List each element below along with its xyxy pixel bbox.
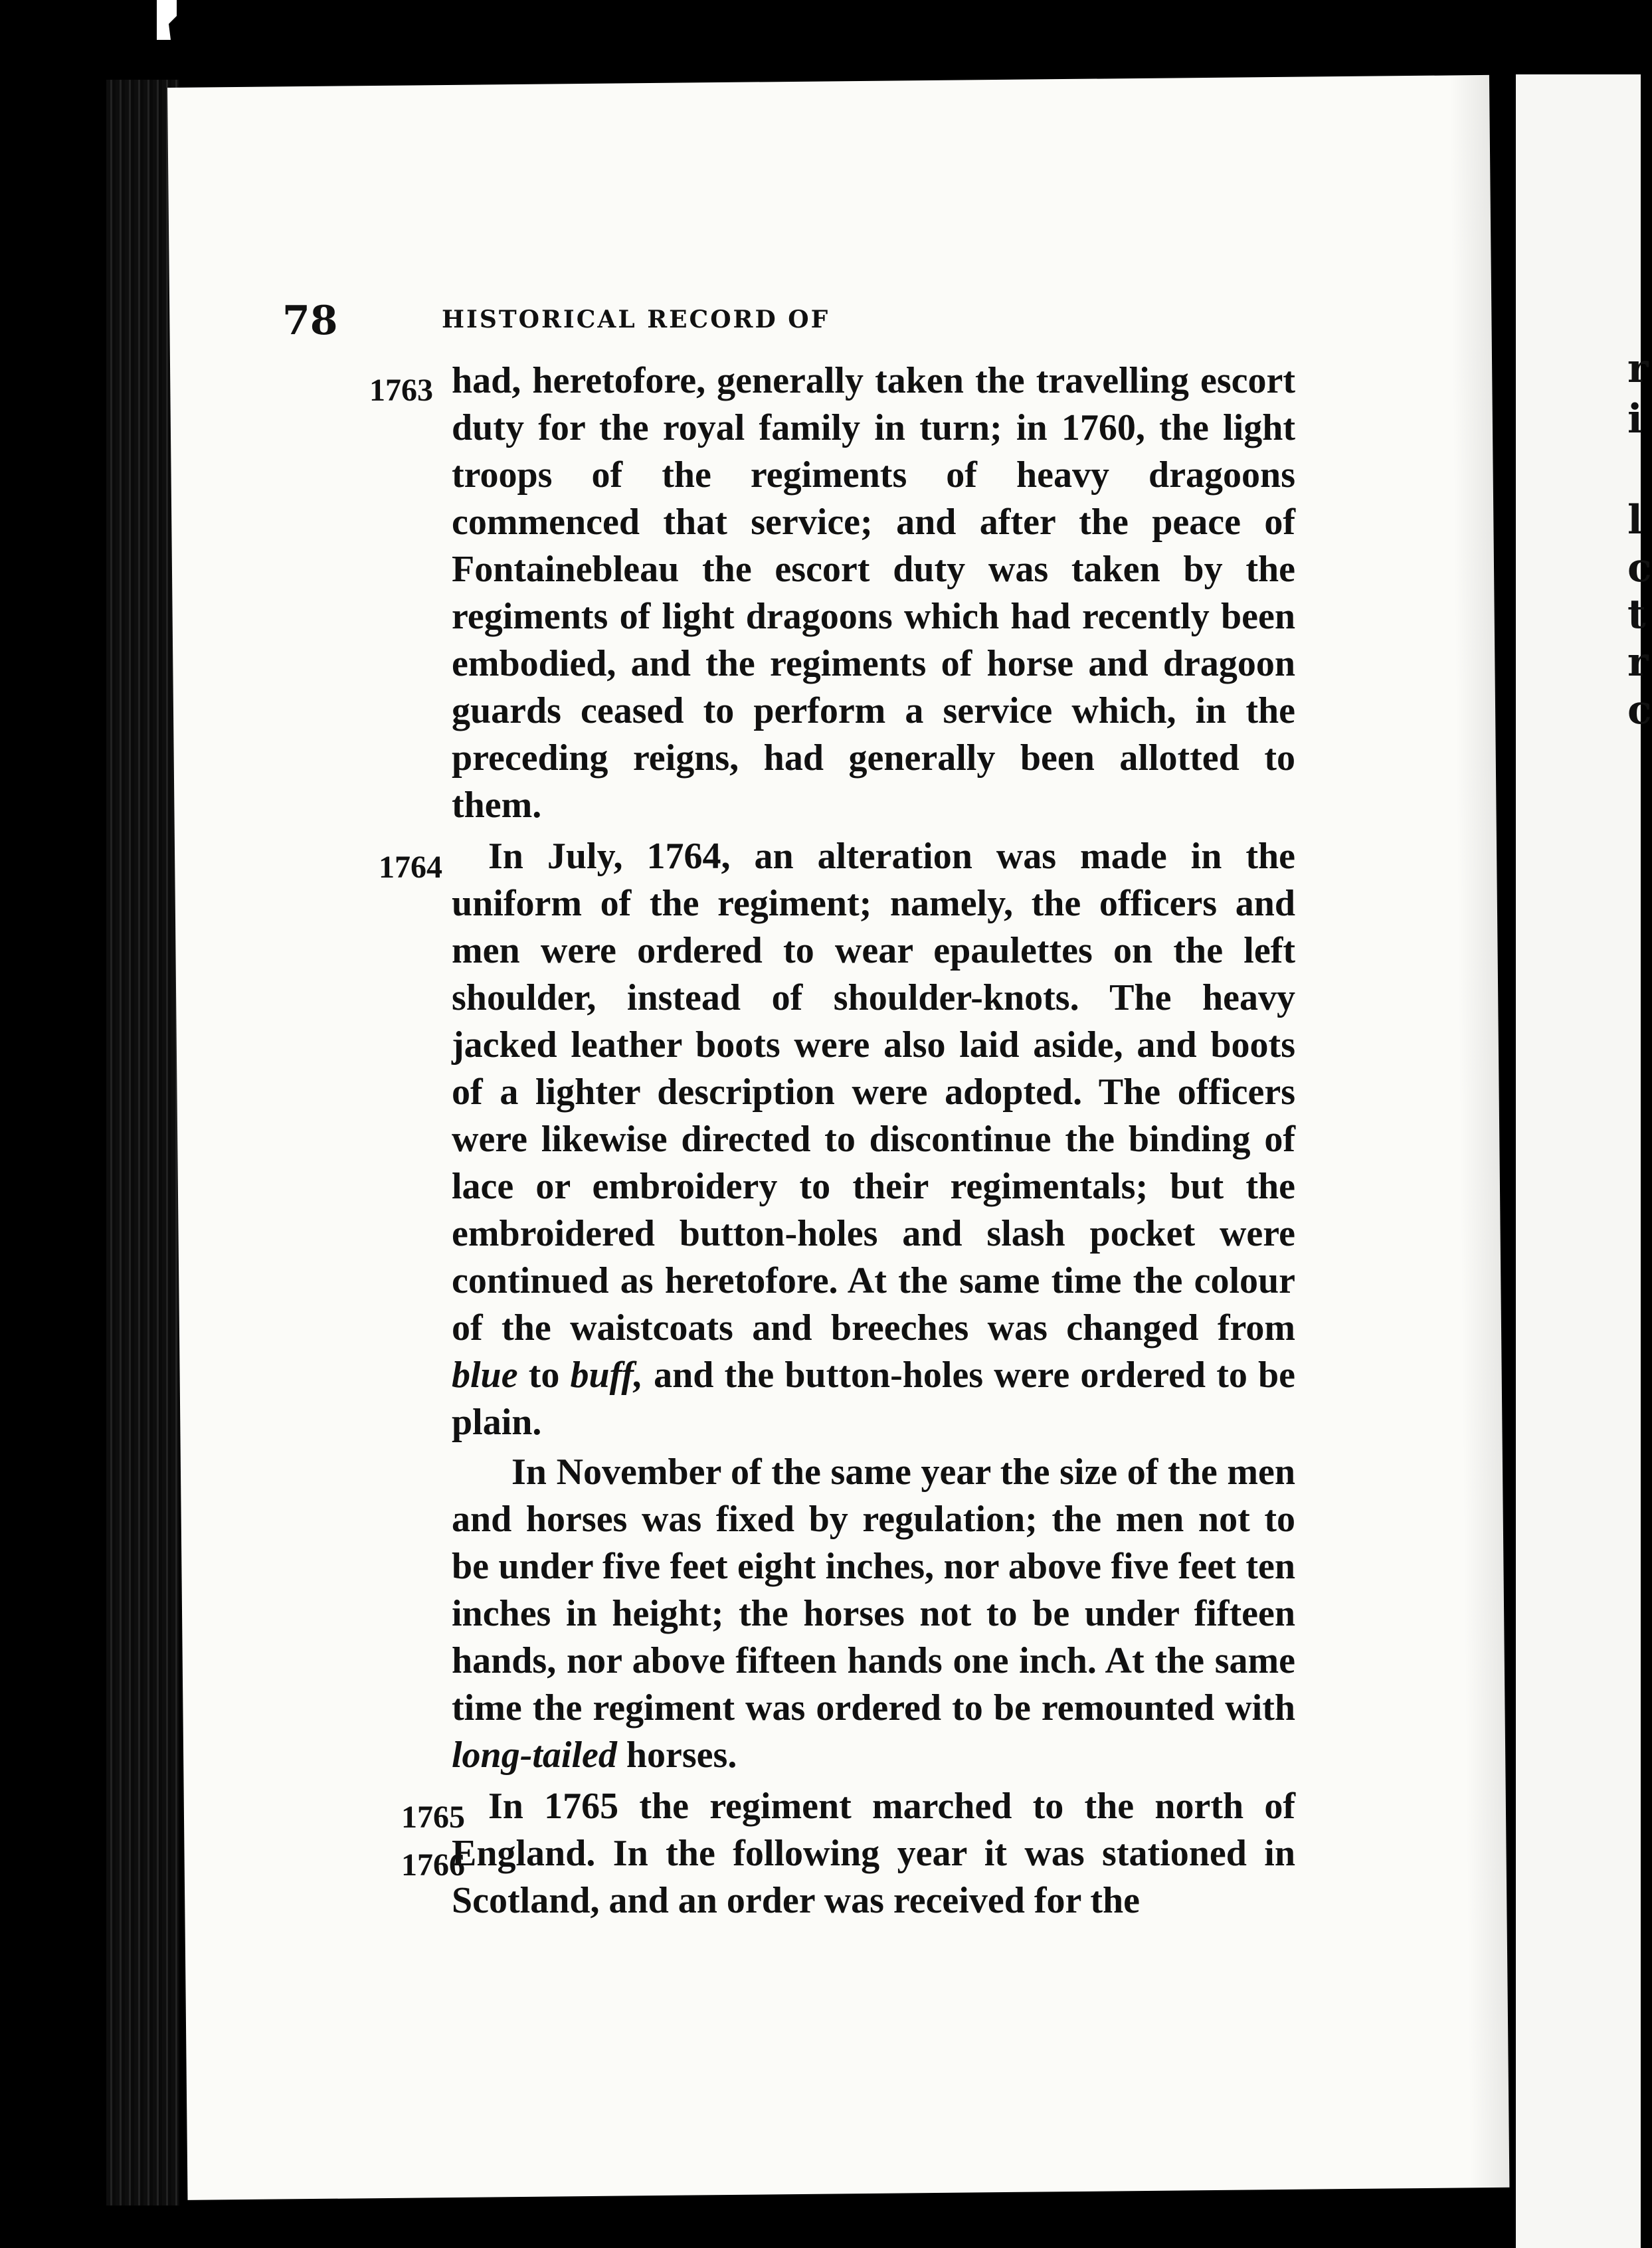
facing-page-fragment: l bbox=[1627, 497, 1643, 543]
facing-page-fragment: c bbox=[1627, 687, 1652, 733]
paragraph-text: In 1765 the regiment marched to the north of England. In the following year it was stationed in Scotland, and an order was received for the bbox=[452, 1786, 1295, 1921]
margin-year: 1764 bbox=[379, 850, 442, 885]
paragraph-text-part: and the button-holes were ordered to be plain. bbox=[452, 1355, 1296, 1443]
margin-year: 1763 bbox=[369, 373, 433, 408]
paragraph-text bbox=[452, 1449, 1295, 1779]
facing-page-fragment: r bbox=[1627, 639, 1649, 686]
book-page-edges bbox=[106, 80, 179, 2205]
facing-page-fragment: r bbox=[1627, 345, 1649, 392]
paragraph-3 bbox=[452, 1449, 1295, 1779]
paragraph-2 bbox=[452, 833, 1295, 1446]
italic-term-blue: blue bbox=[452, 1355, 518, 1396]
running-head: HISTORICAL RECORD OF bbox=[442, 306, 830, 333]
paragraph-4 bbox=[452, 1783, 1295, 1924]
italic-term-buff: buff, bbox=[570, 1355, 643, 1396]
facing-page-fragment: t bbox=[1627, 591, 1646, 638]
paragraph-text-part: to bbox=[528, 1355, 560, 1396]
page-number: 78 bbox=[282, 298, 338, 344]
page-header bbox=[282, 298, 1212, 351]
italic-term-long-tailed: long-tailed bbox=[452, 1734, 617, 1776]
facing-page-fragment: c bbox=[1627, 545, 1652, 591]
paragraph-text: had, heretofore, generally taken the travelling escort duty for the royal family in turn; in 1760, the light troops of the regiments of heavy dragoons commenced that service; and after the peace of Fontainebleau the escort duty was taken by the regiments of light dragoons which had recently been embodied, and the regiments of horse and dragoon guards ceased to perform a service which, in the preceding reigns, had generally been allotted to them. bbox=[452, 360, 1295, 826]
paragraph-text bbox=[452, 833, 1295, 1446]
margin-year: 1766 bbox=[401, 1847, 465, 1883]
paragraph-text-part: In November of the same year the size of the men and horses was fixed by regulation; the men not to be under five feet eight inches, nor above five feet ten inches in height; the horses not to be under fifteen hands, nor above fifteen hands one inch. At the same time the regiment was ordered to be remounted with bbox=[452, 1452, 1295, 1729]
paragraph-text-part: horses. bbox=[626, 1734, 737, 1776]
facing-page-fragment: i bbox=[1627, 396, 1643, 442]
paragraph-1 bbox=[452, 357, 1295, 829]
facing-page bbox=[1516, 74, 1641, 2248]
paragraph-text-part: In July, 1764, an alteration was made in the uniform of the regiment; namely, the officers and men were ordered to wear epaulettes on the left shoulder, instead of shoulder-knots. The heavy jacked leather boots were also laid aside, and boots of a lighter description were adopted. The officers were likewise directed to discontinue the binding of lace or embroidery to their regimentals; but the embroidered button-holes and slash pocket were continued as heretofore. At the same time the colour of the waistcoats and breeches was changed from bbox=[452, 836, 1295, 1349]
margin-year: 1765 bbox=[401, 1800, 465, 1835]
